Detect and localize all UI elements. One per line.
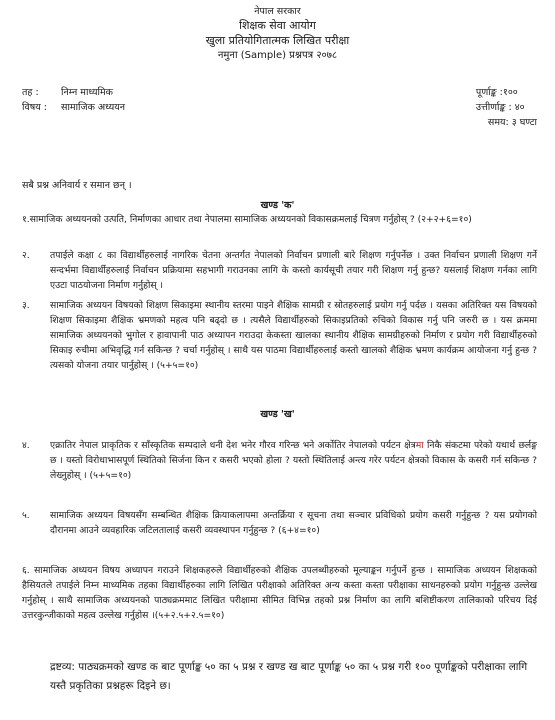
question-5-number: ५.	[22, 510, 30, 521]
question-4-number: ४.	[22, 440, 30, 451]
header-government: नेपाल सरकार	[254, 6, 301, 17]
subject-value: सामाजिक अध्ययन	[61, 102, 126, 113]
question-6-text: ६. सामाजिक अध्ययन विषय अध्यापन गराउने शिक्षकहरुले विद्यार्थीहरुको शैक्षिक उपलब्धीहरुको मूल्याङ्कन गर्नुपर्ने हुन्छ । सामाजिक अध्ययन शिक्षकको हैसियतले तपाईले निम्न माध्यमिक तहका विद्यार्थीहरुका लागि लिखित परीक्षाको अतिरिक्त अन्य कस्ता कस्ता परीक्षाका साधनहरुको प्रयोग गर्नुहुन्छ उल्लेख गर्नुहोस् । साथै सामाजिक अध्ययनको पाठ्यक्रममाट लिखित परीक्षामा सीमित विभिन्न तहको प्रश्न निर्माण का लागि बशिष्टीकरण तालिकाको परिचय दिई उत्तरकुन्जीकाको महत्व उल्लेख गर्नुहोस ।(५+२.५+२.५=१०)	[22, 565, 537, 621]
question-4-text	[50, 438, 537, 483]
question-4-text-part1: एक्रातिर नेपाल प्राकृतिक र साँस्कृतिक सम्पदाले धनी देश भनेर गौरव गरिन्छ भने अर्कोतिर नेपालको पर्यटन क्षेत्र	[50, 440, 416, 451]
level-row	[22, 85, 125, 100]
header-sample-paper: नमुना (Sample) प्रश्नपत्र २०७८	[217, 50, 338, 61]
question-6	[22, 563, 537, 623]
question-4-red-highlight: मा	[415, 440, 424, 451]
section-b-title: खण्ड 'ख'	[260, 409, 295, 420]
exam-meta-right	[476, 85, 537, 130]
question-3	[22, 298, 537, 373]
level-value: निम्न माध्यमिक	[61, 87, 113, 98]
header-exam-type: खुला प्रतियोगितात्मक लिखित परीक्षा	[205, 34, 350, 47]
question-5	[22, 508, 537, 538]
question-2	[22, 248, 537, 293]
exam-time: समय: ३ घण्टा	[487, 117, 537, 128]
question-1	[22, 212, 537, 227]
full-marks: पूर्णाङ्क :१००	[475, 87, 518, 98]
footnote: द्रष्टव्य: पाठ्यक्रमको खण्ड क बाट पूर्णाङ्क ५० का ५ प्रश्न र खण्ड ख बाट पूर्णाङ्क ५० का ५ प्रश्न गरी १०० पूर्णाङ्कको परीक्षाका लागि यस्तै प्रकृतिका प्रश्नहरू दिइने छ।	[50, 661, 528, 692]
question-2-text: तपाईले कक्षा ८ का विद्यार्थीहरुलाई नागरिक चेतना अन्तर्गत नेपालको निर्वाचन प्रणाली बारे शिक्षण गर्नुपर्नेछ । उक्त निर्वाचन प्रणाली शिक्षण गर्ने सन्दर्भमा विद्यार्थीहरुलाई निर्वाचन प्रक्रियामा सहभागी गराउनका लागि के कस्तो कार्यसूची तयार गरी शिक्षण गर्नु हुन्छ? यसलाई शिक्षण गर्नका लागि एउटा पाठयोजना निर्माण गर्नुहोस् ।	[50, 250, 537, 291]
subject-row	[22, 100, 125, 115]
question-5-text: सामाजिक अध्ययन विषयसँग सम्बन्धित शैक्षिक क्रियाकलापमा अन्तर्क्रिया र सूचना तथा सञ्चार प्रविधिको प्रयोग कसरी गर्नुहुन्छ ? यस प्रयोगको दौरानमा आउने व्यवहारिक जटिलतालाई कसरी व्यवस्थापन गर्नुहुन्छ ? (६+४=१०)	[50, 510, 537, 536]
header-commission: शिक्षक सेवा आयोग	[239, 19, 316, 32]
subject-label: विषय :	[22, 102, 47, 113]
exam-meta-left	[22, 85, 125, 115]
question-2-number: २.	[22, 250, 30, 261]
level-label: तह :	[22, 87, 39, 98]
pass-marks: उत्तीर्णाङ्क : ४०	[475, 102, 525, 113]
question-4	[22, 438, 537, 483]
question-3-number: ३.	[22, 300, 30, 311]
question-3-text: सामाजिक अध्ययन विषयको शिक्षण सिकाइमा स्थानीय स्तरमा पाइने शैक्षिक सामग्री र स्रोतहरुलाई प्रयोग गर्नु पर्दछ । यसका अतिरिक्त यस विषयको शिक्षण सिकाइमा शैक्षिक भ्रमणको महत्व पनि बढ्दो छ । त्यसैले विद्यार्थीहरुको सिकाइप्रतिको रुचिको विकास गर्नु पनि जरुरी छ । यस क्रममा सामाजिक अध्ययनको भुगोल र हावापानी पाठ अध्यापन गराउदा केकस्ता खालका स्थानीय शैक्षिक सामग्रीहरुको निर्माण र प्रयोग गरी विद्यार्थीहरुको सिकाइ रुचीमा अभिवृद्धि गर्न सकिन्छ ? चर्चा गर्नुहोस् । साथै यस पाठमा विद्यार्थीहरुलाई कस्तो खालको शैक्षिक भ्रमण कार्यक्रम आयोजना गर्नु हुन्छ ? त्यसको योजना तयार पार्नुहोस् । (५+५=१०)	[50, 300, 537, 371]
question-1-text: १.सामाजिक अध्ययनको उत्पति, निर्माणका आधार तथा नेपालमा सामाजिक अध्ययनको विकासक्रमलाई चित्रण गर्नुहोस् ? (२+२+६=१०)	[22, 214, 472, 225]
question-4-text-part2: निकै संकटमा परेको यथार्थ छर्लङ्ग छ । यस्तो विरोधाभासपूर्ण स्थितिको सिर्जना किन र कसरी भएको होला ? यस्तो स्थितिलाई अन्त्य गरेर पर्यटन क्षेत्रको विकास के कसरी गर्न सकिन्छ ? लेख्नुहोस् । (५+५=१०)	[50, 440, 537, 481]
instruction-text: सबै प्रश्न अनिवार्य र समान छन् ।	[22, 180, 132, 191]
section-a-title: खण्ड 'क'	[260, 200, 295, 211]
